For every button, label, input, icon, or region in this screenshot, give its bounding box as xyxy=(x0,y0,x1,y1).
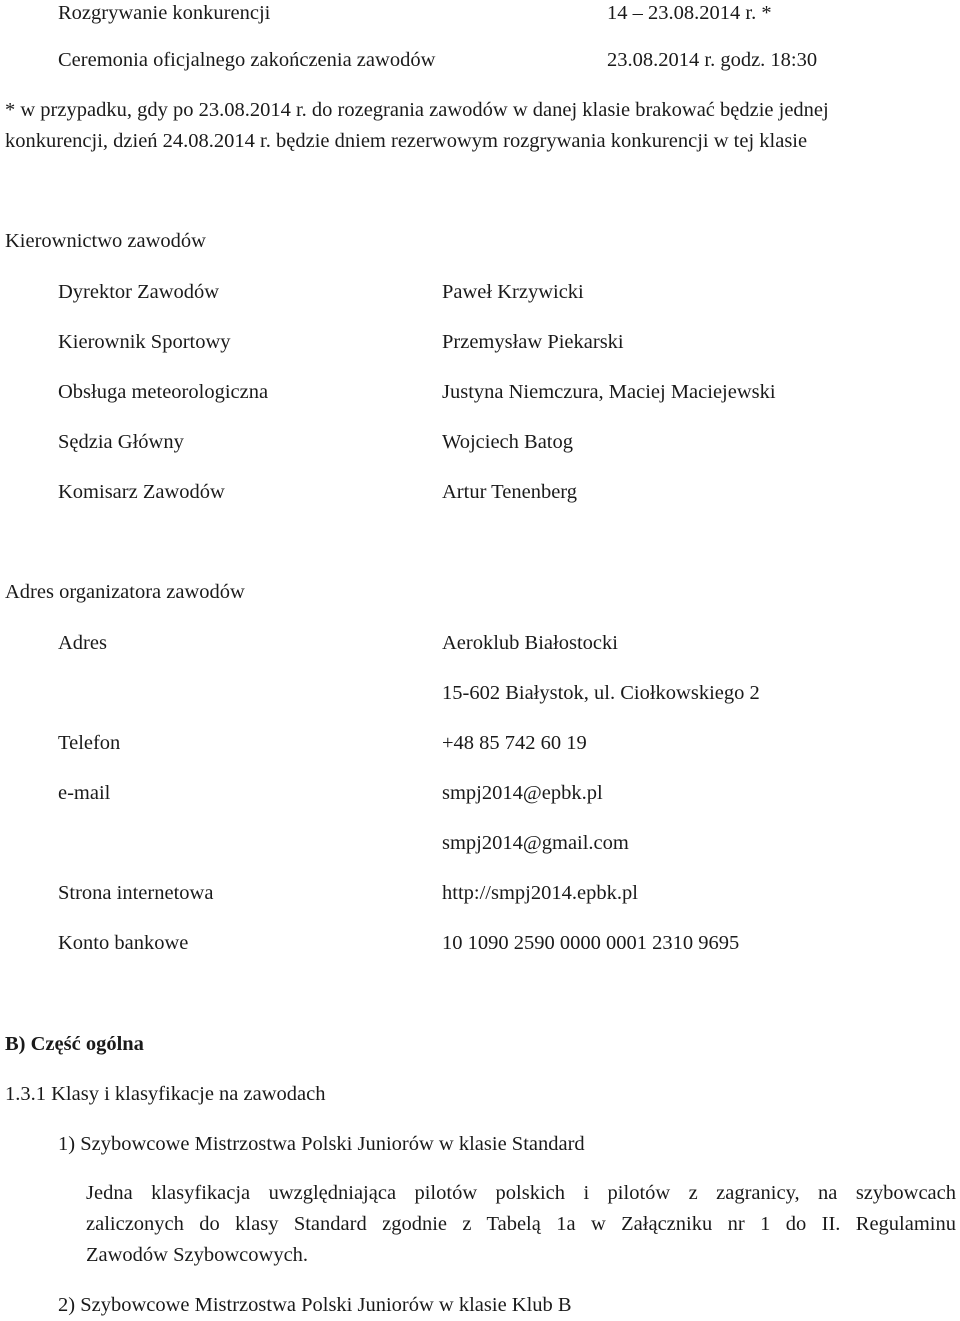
bank-value: 10 1090 2590 0000 0001 2310 9695 xyxy=(442,932,740,954)
phone-value: +48 85 742 60 19 xyxy=(442,732,587,754)
person-director: Paweł Krzywicki xyxy=(442,281,584,303)
ceremony-label: Ceremonia oficjalnego zakończenia zawodów xyxy=(58,49,436,71)
organizer-heading: Adres organizatora zawodów xyxy=(5,581,245,603)
address-line-1: Aeroklub Białostocki xyxy=(442,632,618,654)
footnote-line-2: konkurencji, dzień 24.08.2014 r. będzie dniem rezerwowym rozgrywania konkurencji w tej klasie xyxy=(5,130,808,152)
class-item-1-title: 1) Szybowcowe Mistrzostwa Polski Juniorów w klasie Standard xyxy=(58,1133,585,1155)
role-sport-manager: Kierownik Sportowy xyxy=(58,331,231,353)
role-meteorology: Obsługa meteorologiczna xyxy=(58,381,269,403)
person-commissioner: Artur Tenenberg xyxy=(442,481,578,503)
person-sport-manager: Przemysław Piekarski xyxy=(442,331,624,353)
general-heading: B) Część ogólna xyxy=(5,1033,144,1055)
description-line-3: Zawodów Szybowcowych. xyxy=(86,1244,309,1266)
description-line-1: Jedna klasyfikacja uwzględniająca pilotów polskich i pilotów z zagranicy, na szybowcach xyxy=(86,1182,956,1204)
ceremony-date: 23.08.2014 r. godz. 18:30 xyxy=(607,49,818,71)
person-meteorology: Justyna Niemczura, Maciej Maciejewski xyxy=(442,381,776,403)
email-value-1: smpj2014@epbk.pl xyxy=(442,782,603,804)
section-title: 1.3.1 Klasy i klasyfikacje na zawodach xyxy=(5,1083,326,1105)
role-director: Dyrektor Zawodów xyxy=(58,281,220,303)
address-label: Adres xyxy=(58,632,107,654)
role-commissioner: Komisarz Zawodów xyxy=(58,481,225,503)
management-heading: Kierownictwo zawodów xyxy=(5,230,206,252)
phone-label: Telefon xyxy=(58,732,121,754)
competition-label: Rozgrywanie konkurencji xyxy=(58,2,271,24)
email-value-2: smpj2014@gmail.com xyxy=(442,832,629,854)
bank-label: Konto bankowe xyxy=(58,932,189,954)
address-line-2: 15-602 Białystok, ul. Ciołkowskiego 2 xyxy=(442,682,760,704)
class-item-1-description xyxy=(86,1178,956,1271)
description-line-2: zaliczonych do klasy Standard zgodnie z Tabelą 1a w Załączniku nr 1 do II. Regulaminu xyxy=(86,1213,956,1235)
website-label: Strona internetowa xyxy=(58,882,214,904)
email-label: e-mail xyxy=(58,782,111,804)
footnote-line-1: * w przypadku, gdy po 23.08.2014 r. do rozegrania zawodów w danej klasie brakować będzie jednej xyxy=(5,99,829,121)
website-value: http://smpj2014.epbk.pl xyxy=(442,882,638,904)
person-chief-judge: Wojciech Batog xyxy=(442,431,573,453)
competition-date: 14 – 23.08.2014 r. * xyxy=(607,2,772,24)
role-chief-judge: Sędzia Główny xyxy=(58,431,184,453)
class-item-2-title: 2) Szybowcowe Mistrzostwa Polski Juniorów w klasie Klub B xyxy=(58,1294,572,1316)
